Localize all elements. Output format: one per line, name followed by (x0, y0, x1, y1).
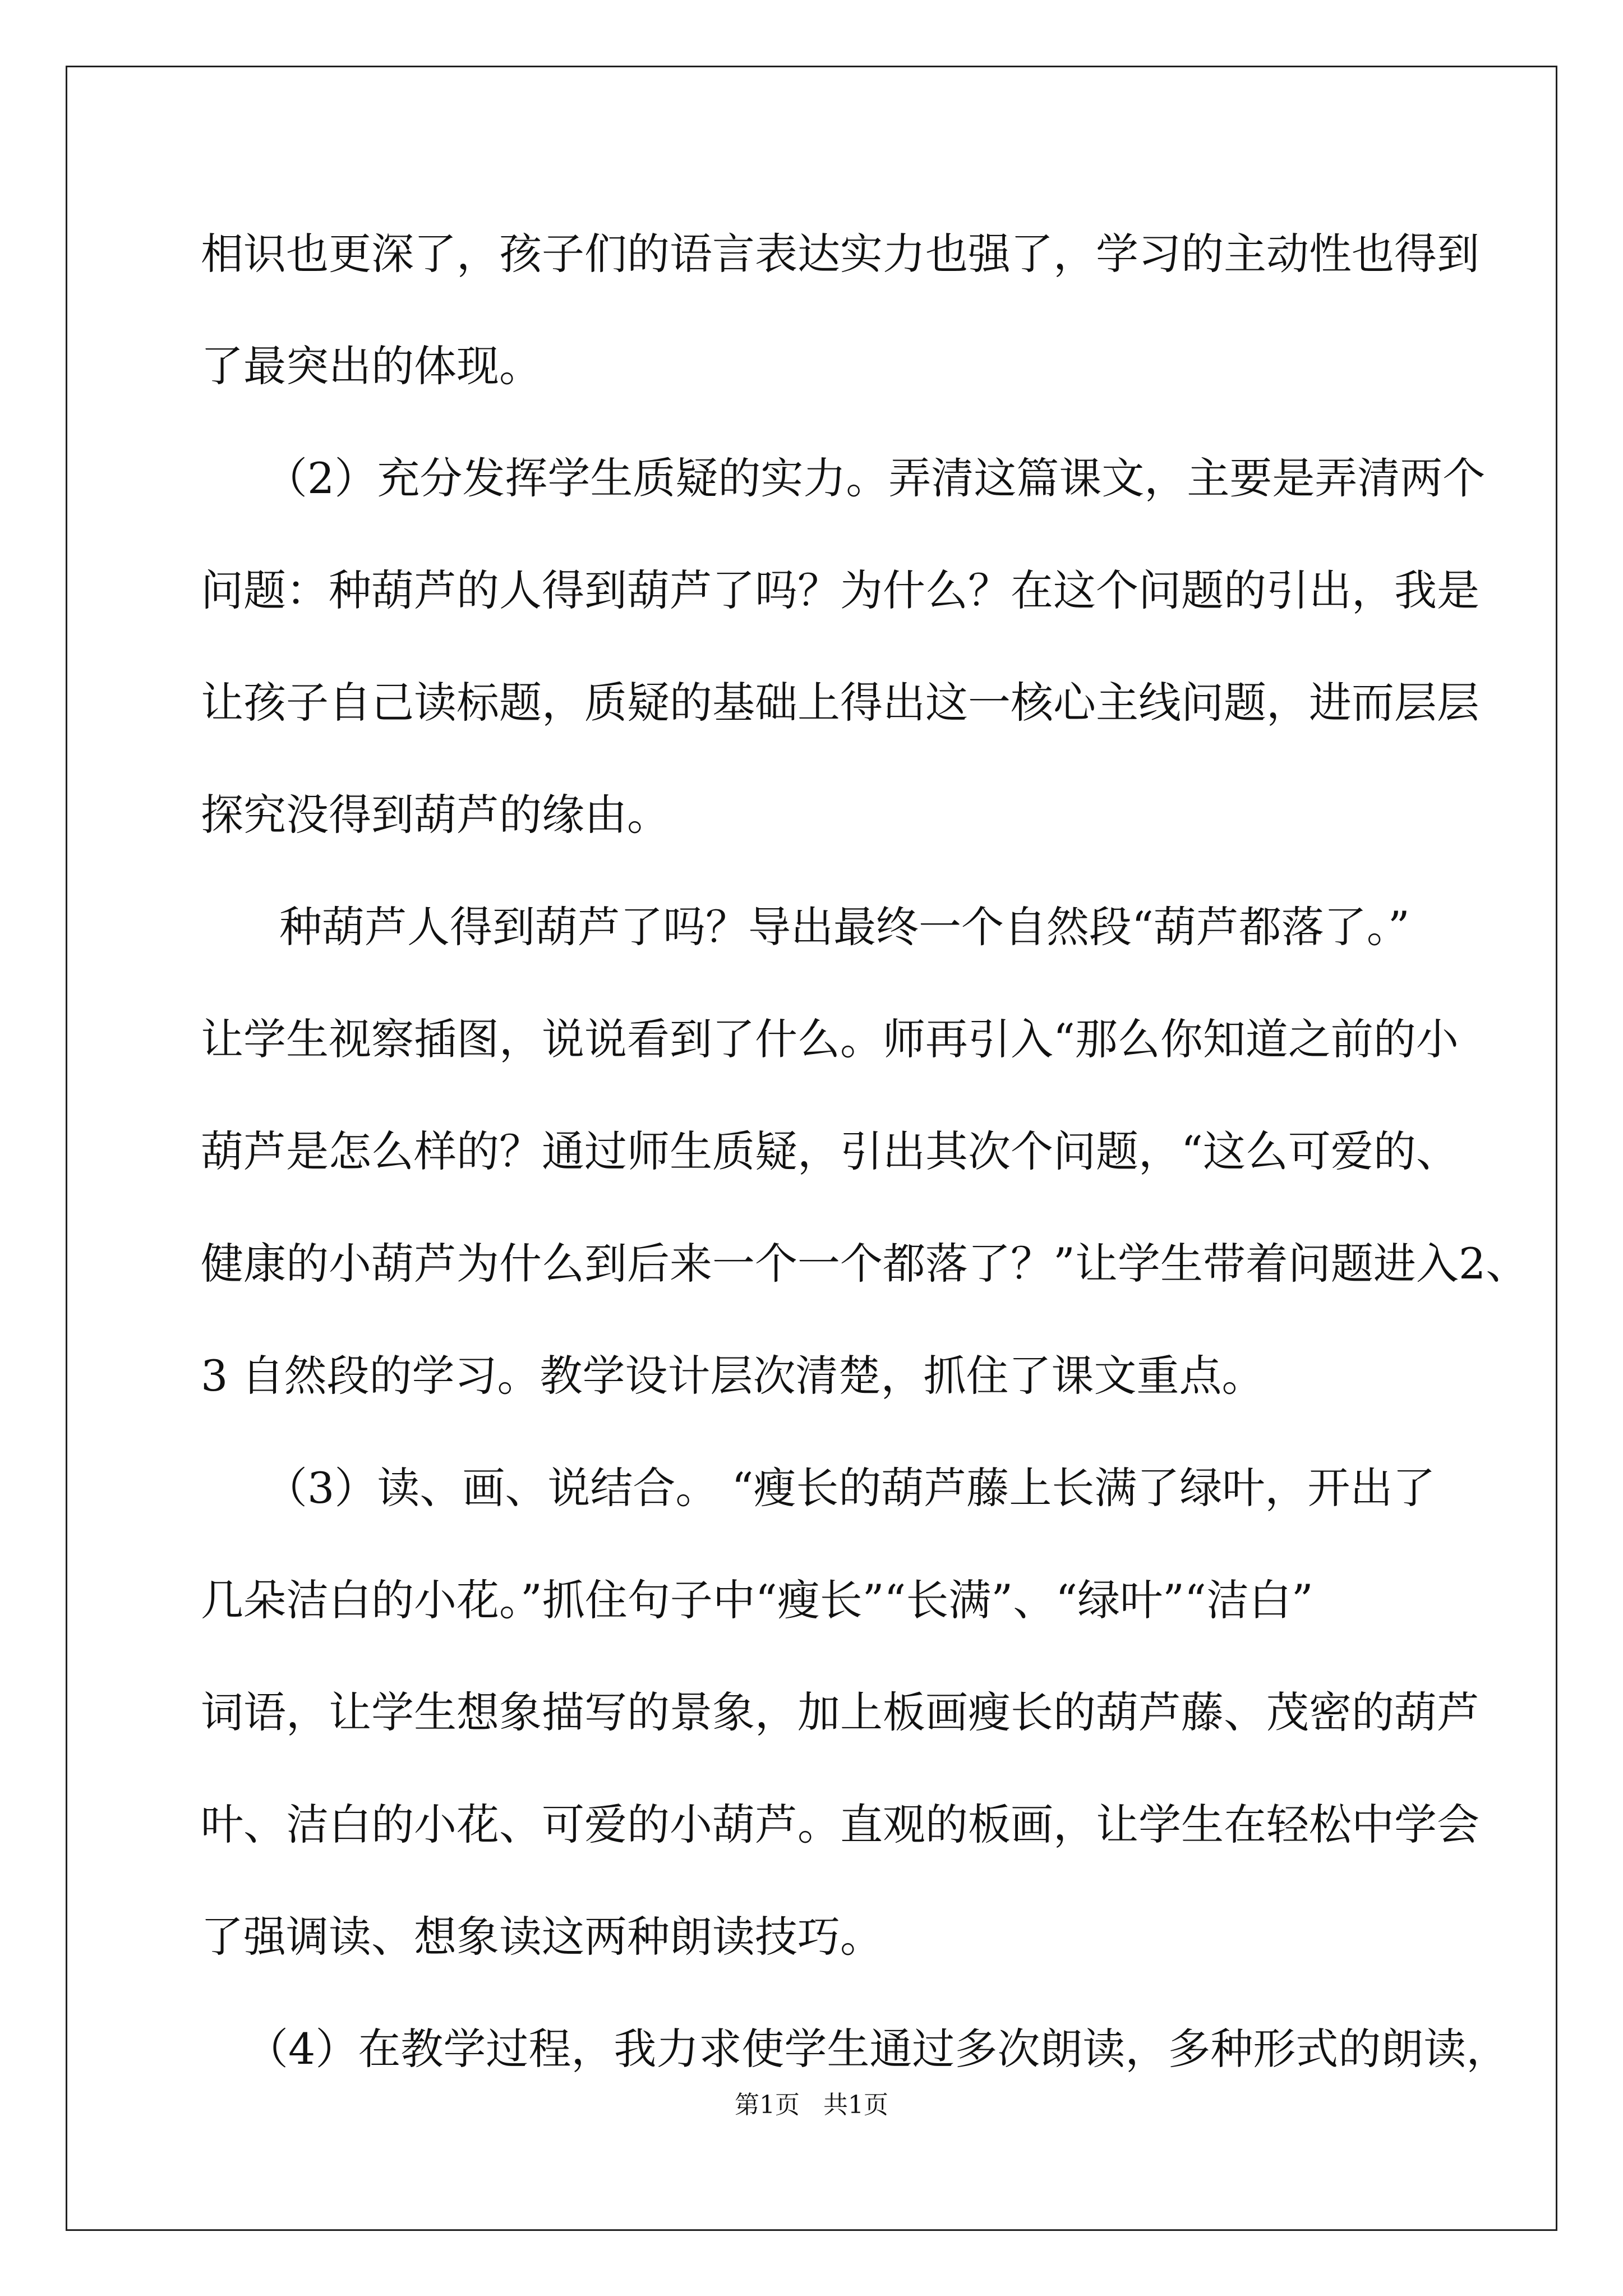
text-line-1: 相识也更深了，孩子们的语言表达实力也强了，学习的主动性也得到 (201, 229, 1479, 279)
text-line-12: （3）读、画、说结合。 “瘦长的葫芦藤上长满了绿叶，开出了 (265, 1463, 1436, 1513)
text-line-17: （4）在教学过程，我力求使学生通过多次朗读，多种形式的朗读， (246, 2024, 1509, 2074)
text-line-8: 让学生视察插图，说说看到了什么。师再引入“那么你知道之前的小 (201, 1014, 1459, 1064)
text-line-16: 了强调读、想象读这两种朗读技巧。 (201, 1912, 883, 1962)
text-line-10: 健康的小葫芦为什么到后来一个一个都落了？”让学生带着问题进入2、 (201, 1239, 1529, 1289)
text-line-13: 几朵洁白的小花。”抓住句子中“瘦长”“长满”、“绿叶”“洁白” (201, 1575, 1313, 1625)
text-line-5: 让孩子自己读标题，质疑的基础上得出这一核心主线问题，进而层层 (201, 678, 1479, 728)
text-line-6: 探究没得到葫芦的缘由。 (201, 790, 670, 840)
text-line-3: （2）充分发挥学生质疑的实力。弄清这篇课文，主要是弄清两个 (265, 453, 1486, 503)
text-line-4: 问题：种葫芦的人得到葫芦了吗？为什么？在这个问题的引出，我是 (201, 565, 1479, 615)
text-line-2: 了最突出的体现。 (201, 341, 542, 391)
text-line-14: 词语，让学生想象描写的景象，加上板画瘦长的葫芦藤、茂密的葫芦 (201, 1687, 1479, 1737)
text-line-15: 叶、洁白的小花、可爱的小葫芦。直观的板画，让学生在轻松中学会 (201, 1800, 1479, 1849)
text-line-7: 种葫芦人得到葫芦了吗？导出最终一个自然段“葫芦都落了。” (279, 902, 1410, 952)
page-number-footer: 第1页 共1页 (735, 2091, 888, 2119)
text-line-11: 3 自然段的学习。教学设计层次清楚，抓住了课文重点。 (201, 1351, 1265, 1401)
text-line-9: 葫芦是怎么样的？通过师生质疑，引出其次个问题，“这么可爱的、 (201, 1126, 1459, 1176)
